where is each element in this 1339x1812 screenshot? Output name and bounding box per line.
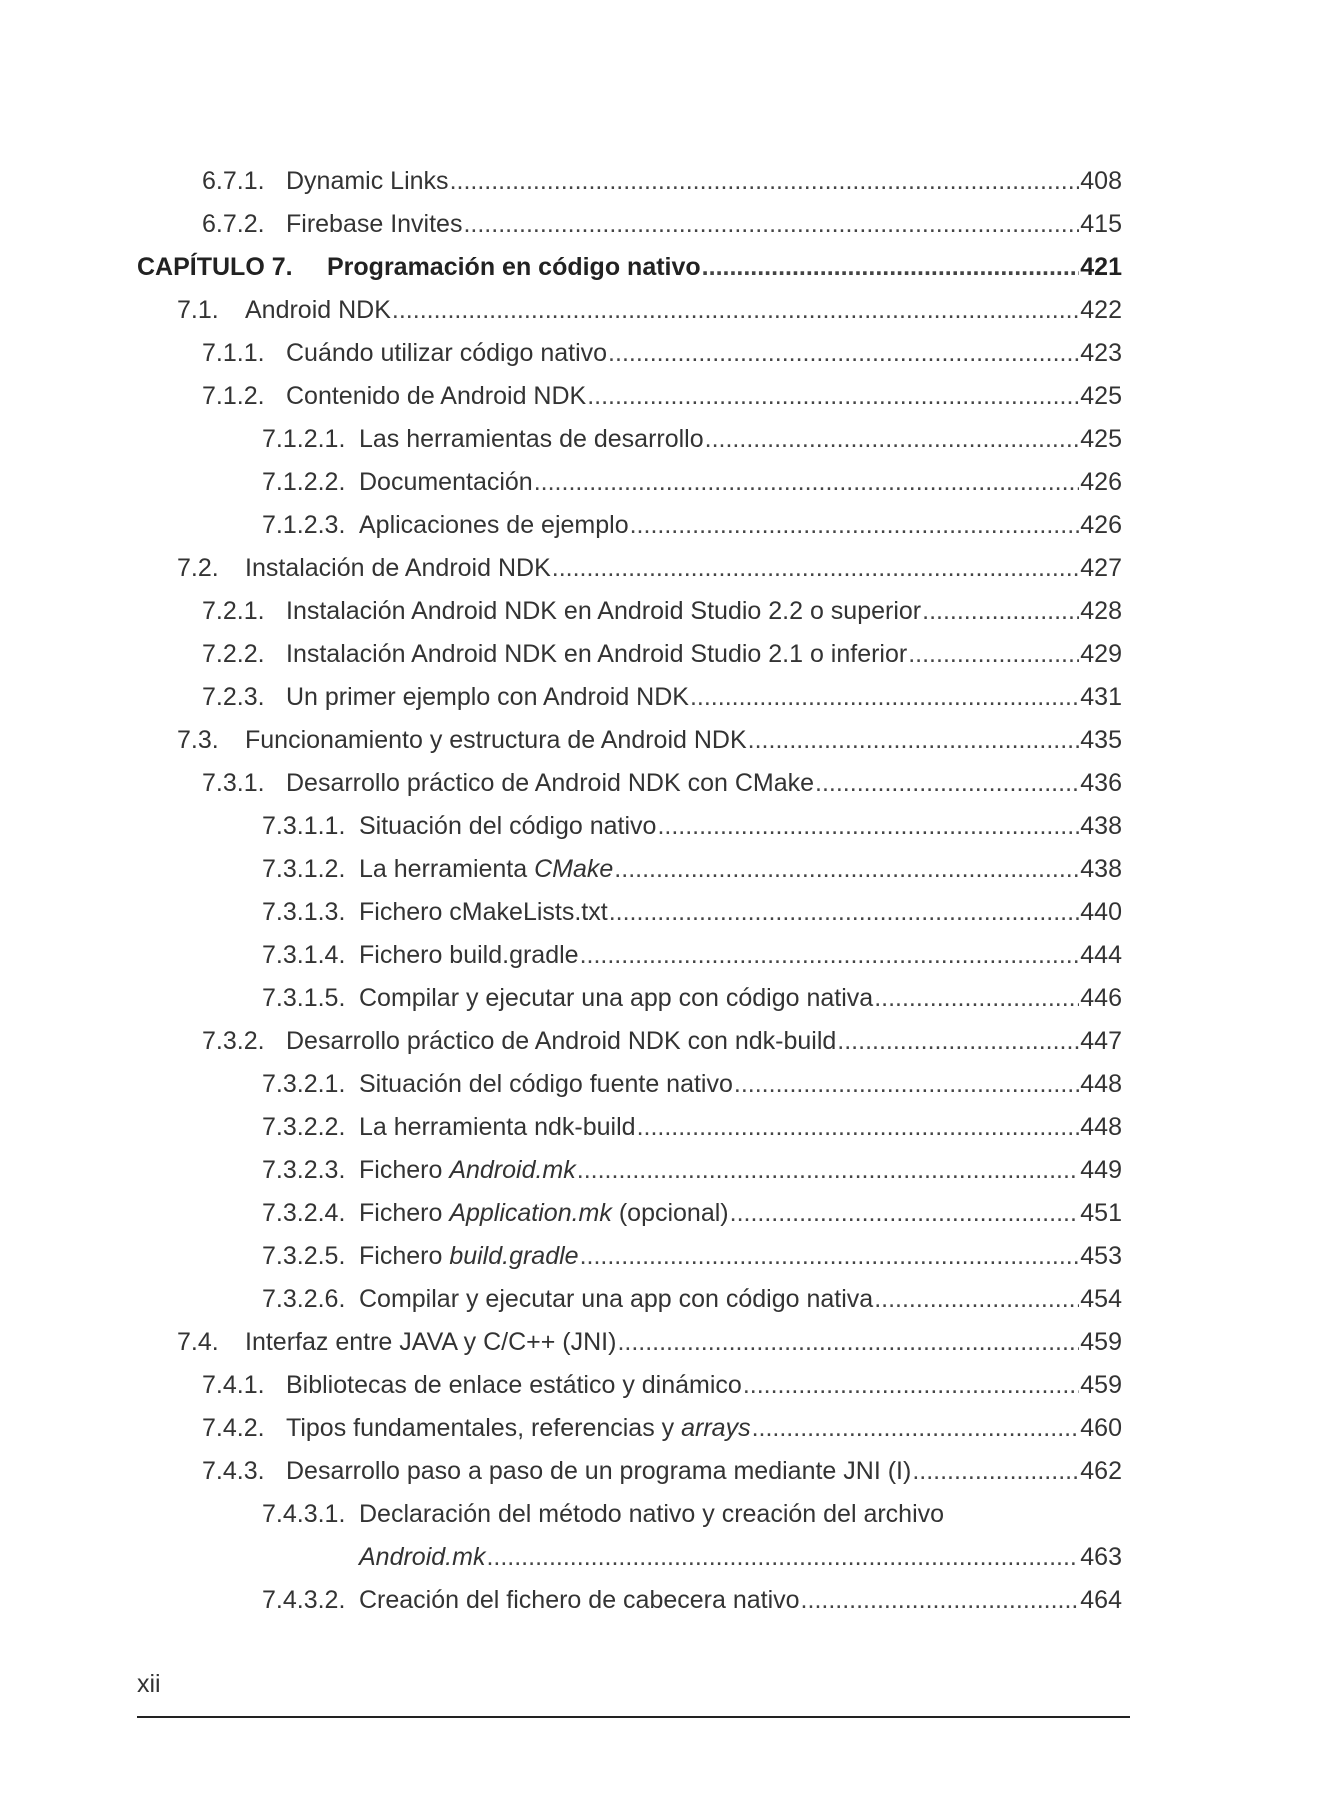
- toc-leader-dots: [577, 1149, 1080, 1192]
- toc-title-text: Fichero cMakeLists.txt: [359, 898, 608, 926]
- toc-entry: [137, 805, 1122, 848]
- toc-title-text: Dynamic Links: [286, 167, 449, 195]
- toc-entry-number: 7.4.: [177, 1328, 219, 1356]
- toc-title-text: Creación del fichero de cabecera nativo: [359, 1586, 800, 1614]
- toc-leader-dots: [908, 633, 1079, 676]
- toc-entry-title: [286, 375, 586, 418]
- toc-entry-title: [245, 289, 391, 332]
- toc-title-text: Desarrollo práctico de Android NDK con CMake: [286, 769, 815, 797]
- toc-leader-dots: [743, 1364, 1079, 1407]
- toc-entry-title: [245, 547, 551, 590]
- toc-entry-page: 426: [1080, 511, 1122, 539]
- toc-title-text: Fichero: [359, 1242, 450, 1270]
- toc-entry-title: [359, 1192, 729, 1235]
- toc-entry: [137, 1364, 1122, 1407]
- toc-leader-dots: [748, 719, 1080, 762]
- toc-title-text: Contenido de Android NDK: [286, 382, 587, 410]
- toc-leader-dots: [837, 1020, 1079, 1063]
- toc-title-italic: Application.mk: [449, 1199, 612, 1227]
- toc-entry-number: 7.3.2.1.: [262, 1070, 346, 1098]
- toc-entry-page: 429: [1080, 640, 1122, 668]
- toc-entry-title: [286, 676, 689, 719]
- toc-entry-title: Declaración del método nativo y creación del archivo: [359, 1500, 945, 1528]
- toc-entry-title: [286, 590, 921, 633]
- toc-entry-title: [359, 1278, 873, 1321]
- toc-entry-page: 464: [1080, 1586, 1122, 1614]
- toc-entry-page: 436: [1080, 769, 1122, 797]
- toc-entry: [137, 1235, 1122, 1278]
- toc-entry-number: 7.2.3.: [202, 683, 265, 711]
- toc-entry-number: 7.3.2.3.: [262, 1156, 346, 1184]
- toc-entry-number: 7.3.2.4.: [262, 1199, 346, 1227]
- toc-entry: [137, 1278, 1122, 1321]
- toc-title-text: Compilar y ejecutar una app con código nativa: [359, 984, 874, 1012]
- toc-leader-dots: [587, 375, 1079, 418]
- toc-entry-number: 7.1.2.2.: [262, 468, 346, 496]
- toc-entry: [137, 633, 1122, 676]
- toc-entry-page: 423: [1080, 339, 1122, 367]
- toc-entry-title: [286, 1407, 751, 1450]
- toc-entry: [137, 1106, 1122, 1149]
- toc-entry: [137, 1192, 1122, 1235]
- toc-entry-title: [286, 332, 607, 375]
- toc-entry-number: 7.2.1.: [202, 597, 265, 625]
- toc-leader-dots: [450, 160, 1080, 203]
- toc-leader-dots: [580, 934, 1080, 977]
- toc-entry-title: [327, 246, 701, 289]
- toc-entry-page: 421: [1080, 253, 1122, 281]
- table-of-contents: [137, 160, 1122, 1622]
- toc-entry-page: 462: [1080, 1457, 1122, 1485]
- toc-title-text: Documentación: [359, 468, 533, 496]
- toc-entry: [137, 1020, 1122, 1063]
- toc-title-text: Fichero: [359, 1199, 450, 1227]
- toc-entry-number: 6.7.1.: [202, 167, 265, 195]
- toc-entry-page: 422: [1080, 296, 1122, 324]
- toc-entry-page: 463: [1080, 1543, 1122, 1571]
- toc-title-text: Cuándo utilizar código nativo: [286, 339, 608, 367]
- toc-entry-page: 444: [1080, 941, 1122, 969]
- toc-entry-title: [359, 1149, 576, 1192]
- toc-entry-number: 7.4.2.: [202, 1414, 265, 1442]
- toc-entry: [137, 1579, 1122, 1622]
- toc-entry-title: [359, 418, 704, 461]
- toc-entry: [137, 1493, 1122, 1536]
- toc-entry-title: [359, 1063, 733, 1106]
- toc-entry-number: 7.3.2.: [202, 1027, 265, 1055]
- toc-title-text: La herramienta ndk-build: [359, 1113, 636, 1141]
- toc-leader-dots: [801, 1579, 1080, 1622]
- toc-entry: [137, 203, 1122, 246]
- toc-title-text: Tipos fundamentales, referencias y: [286, 1414, 682, 1442]
- toc-entry-title: [286, 160, 449, 203]
- toc-entry-page: 425: [1080, 382, 1122, 410]
- toc-title-text: Instalación Android NDK en Android Studio 2.1 o inferior: [286, 640, 908, 668]
- toc-entry: [137, 1321, 1122, 1364]
- toc-leader-dots: [608, 332, 1079, 375]
- toc-entry: [137, 719, 1122, 762]
- toc-leader-dots: [734, 1063, 1079, 1106]
- toc-entry-title: [286, 633, 907, 676]
- toc-entry-page: 425: [1080, 425, 1122, 453]
- toc-entry-number: 7.2.2.: [202, 640, 265, 668]
- toc-leader-dots: [815, 762, 1079, 805]
- toc-entry-title: [286, 203, 462, 246]
- toc-title-text: Desarrollo paso a paso de un programa mediante JNI (I): [286, 1457, 912, 1485]
- toc-entry-number: 7.3.1.5.: [262, 984, 346, 1012]
- toc-entry: [137, 1450, 1122, 1493]
- toc-entry-number: 7.2.: [177, 554, 219, 582]
- toc-title-italic: arrays: [681, 1414, 751, 1442]
- toc-entry-number: 7.3.1.2.: [262, 855, 346, 883]
- toc-leader-dots: [392, 289, 1079, 332]
- toc-title-text: Funcionamiento y estructura de Android NDK: [245, 726, 747, 754]
- toc-entry-title: [359, 461, 533, 504]
- toc-title-text: Aplicaciones de ejemplo: [359, 511, 629, 539]
- toc-entry: [137, 160, 1122, 203]
- toc-title-text: Instalación de Android NDK: [245, 554, 551, 582]
- toc-entry-continuation: [137, 1536, 1122, 1579]
- toc-entry-title: [286, 1450, 911, 1493]
- toc-leader-dots: [534, 461, 1080, 504]
- toc-leader-dots: [552, 547, 1080, 590]
- toc-entry-title: [286, 762, 814, 805]
- toc-entry-page: 440: [1080, 898, 1122, 926]
- toc-entry: [137, 504, 1122, 547]
- toc-leader-dots: [752, 1407, 1080, 1450]
- toc-entry-title: [359, 504, 629, 547]
- toc-entry-title: [359, 1106, 636, 1149]
- toc-entry-number: 7.3.2.5.: [262, 1242, 346, 1270]
- toc-title-text: Instalación Android NDK en Android Studio 2.2 o superior: [286, 597, 922, 625]
- toc-entry: [137, 418, 1122, 461]
- toc-title-text: Bibliotecas de enlace estático y dinámico: [286, 1371, 742, 1399]
- toc-entry-title: [359, 805, 656, 848]
- toc-entry-title: [359, 1579, 800, 1622]
- toc-entry-page: 453: [1080, 1242, 1122, 1270]
- toc-leader-dots: [630, 504, 1080, 547]
- toc-title-italic: CMake: [534, 855, 614, 883]
- toc-entry-number: 7.4.3.2.: [262, 1586, 346, 1614]
- toc-entry-number: 7.4.3.1.: [262, 1500, 346, 1528]
- toc-entry: [137, 848, 1122, 891]
- toc-title-text: Las herramientas de desarrollo: [359, 425, 704, 453]
- toc-entry-title: [359, 934, 579, 977]
- toc-leader-dots: [637, 1106, 1080, 1149]
- toc-entry: [137, 375, 1122, 418]
- toc-entry-number: 7.1.: [177, 296, 219, 324]
- toc-leader-dots: [922, 590, 1079, 633]
- toc-entry-page: 427: [1080, 554, 1122, 582]
- toc-leader-dots: [912, 1450, 1079, 1493]
- toc-entry-title: [359, 891, 608, 934]
- toc-entry-title: [286, 1364, 742, 1407]
- toc-entry-number: 7.3.1.3.: [262, 898, 346, 926]
- toc-leader-dots: [702, 246, 1080, 289]
- toc-leader-dots: [614, 848, 1079, 891]
- toc-entry-page: 447: [1080, 1027, 1122, 1055]
- toc-entry: [137, 1063, 1122, 1106]
- toc-entry: [137, 977, 1122, 1020]
- toc-entry-page: 448: [1080, 1113, 1122, 1141]
- toc-entry-page: 460: [1080, 1414, 1122, 1442]
- toc-entry-page: 446: [1080, 984, 1122, 1012]
- toc-entry-page: 448: [1080, 1070, 1122, 1098]
- toc-entry-title: [245, 1321, 616, 1364]
- toc-title-text: Interfaz entre JAVA y C/C++ (JNI): [245, 1328, 617, 1356]
- toc-entry-number: 7.4.1.: [202, 1371, 265, 1399]
- toc-chapter: [137, 246, 1122, 289]
- toc-entry: [137, 762, 1122, 805]
- toc-entry-title-continuation: Android.mk: [359, 1543, 486, 1571]
- toc-title-text: Compilar y ejecutar una app con código nativa: [359, 1285, 874, 1313]
- toc-entry-number: 7.1.2.3.: [262, 511, 346, 539]
- toc-leader-dots: [463, 203, 1079, 246]
- toc-entry-number: 7.1.1.: [202, 339, 265, 367]
- toc-entry-title: [359, 977, 873, 1020]
- toc-entry: [137, 676, 1122, 719]
- toc-leader-dots: [657, 805, 1079, 848]
- toc-entry: [137, 891, 1122, 934]
- toc-entry-title: [286, 1020, 836, 1063]
- toc-entry-page: 454: [1080, 1285, 1122, 1313]
- toc-title-italic: Android.mk: [449, 1156, 576, 1184]
- toc-title-text: Situación del código nativo: [359, 812, 657, 840]
- toc-title-text: Programación en código nativo: [327, 253, 701, 281]
- toc-entry-page: 459: [1080, 1328, 1122, 1356]
- toc-entry-number: 6.7.2.: [202, 210, 265, 238]
- toc-title-text: La herramienta: [359, 855, 535, 883]
- toc-entry-title: [359, 1235, 579, 1278]
- toc-title-text: Fichero: [359, 1156, 450, 1184]
- toc-entry-number: 7.3.: [177, 726, 219, 754]
- toc-entry: [137, 289, 1122, 332]
- toc-entry: [137, 1407, 1122, 1450]
- toc-title-suffix: (opcional): [611, 1199, 729, 1227]
- toc-entry-number: 7.3.1.: [202, 769, 265, 797]
- toc-leader-dots: [690, 676, 1079, 719]
- toc-entry-number: 7.3.1.1.: [262, 812, 346, 840]
- toc-title-text: Fichero build.gradle: [359, 941, 579, 969]
- toc-title-italic: build.gradle: [449, 1242, 579, 1270]
- toc-leader-dots: [730, 1192, 1080, 1235]
- toc-entry-page: 431: [1080, 683, 1122, 711]
- toc-entry-page: 459: [1080, 1371, 1122, 1399]
- toc-entry-page: 426: [1080, 468, 1122, 496]
- toc-entry-number: 7.1.2.1.: [262, 425, 346, 453]
- toc-title-text: Un primer ejemplo con Android NDK: [286, 683, 689, 711]
- toc-entry-page: 438: [1080, 812, 1122, 840]
- page-number: xii: [137, 1670, 161, 1698]
- toc-entry-number: 7.3.2.6.: [262, 1285, 346, 1313]
- toc-entry-page: 435: [1080, 726, 1122, 754]
- toc-leader-dots: [486, 1536, 1079, 1579]
- toc-entry: [137, 1149, 1122, 1192]
- toc-entry-page: 428: [1080, 597, 1122, 625]
- footer-rule: [137, 1716, 1130, 1718]
- toc-leader-dots: [580, 1235, 1080, 1278]
- toc-leader-dots: [617, 1321, 1079, 1364]
- toc-entry-number: 7.3.2.2.: [262, 1113, 346, 1141]
- toc-entry-page: 408: [1080, 167, 1122, 195]
- toc-title-text: Android NDK: [245, 296, 391, 324]
- toc-entry-title: [359, 848, 613, 891]
- toc-title-text: Firebase Invites: [286, 210, 463, 238]
- toc-entry-number: 7.4.3.: [202, 1457, 265, 1485]
- toc-entry-number: 7.3.1.4.: [262, 941, 346, 969]
- toc-entry: [137, 934, 1122, 977]
- toc-leader-dots: [874, 977, 1079, 1020]
- toc-title-text: Desarrollo práctico de Android NDK con ndk-build: [286, 1027, 837, 1055]
- toc-title-text: Situación del código fuente nativo: [359, 1070, 733, 1098]
- toc-leader-dots: [874, 1278, 1079, 1321]
- toc-entry-page: 449: [1080, 1156, 1122, 1184]
- toc-entry-number: CAPÍTULO 7.: [137, 253, 293, 281]
- toc-leader-dots: [609, 891, 1080, 934]
- toc-entry: [137, 547, 1122, 590]
- toc-entry-title: [245, 719, 747, 762]
- toc-entry-page: 415: [1080, 210, 1122, 238]
- toc-entry: [137, 461, 1122, 504]
- toc-entry: [137, 590, 1122, 633]
- toc-entry-page: 438: [1080, 855, 1122, 883]
- toc-entry-page: 451: [1080, 1199, 1122, 1227]
- toc-entry-number: 7.1.2.: [202, 382, 265, 410]
- toc-leader-dots: [705, 418, 1080, 461]
- toc-entry: [137, 332, 1122, 375]
